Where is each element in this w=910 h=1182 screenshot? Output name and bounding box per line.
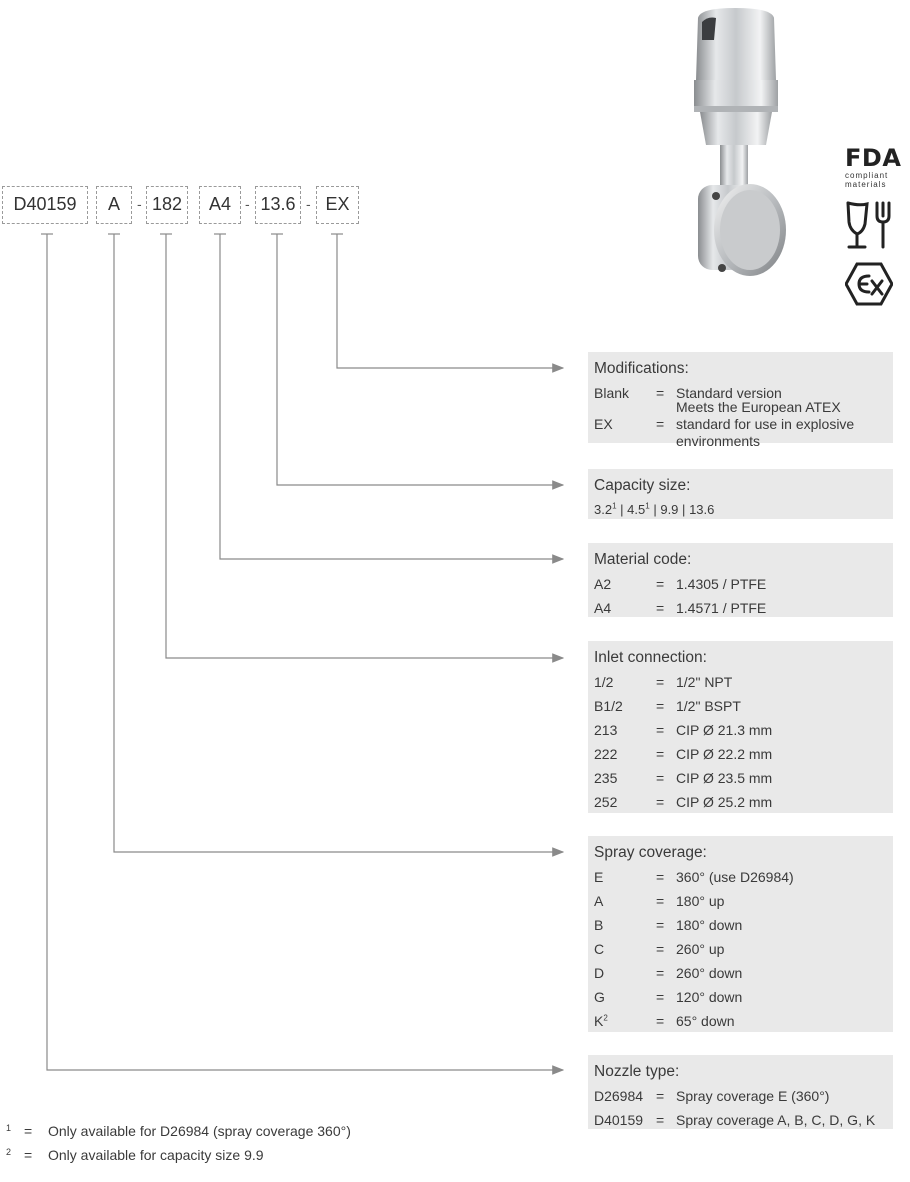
option-description: Meets the European ATEX standard for use in explosive environments <box>676 398 855 449</box>
capacity-title: Capacity size: <box>594 477 691 494</box>
option-code: D40159 <box>594 1112 644 1128</box>
option-description: 65° down <box>676 1013 735 1029</box>
option-code <box>594 869 656 885</box>
option-code <box>594 1013 656 1029</box>
option-code-text: A <box>594 893 604 909</box>
option-code: A2 <box>594 576 612 592</box>
option-code <box>594 893 656 909</box>
list-item <box>594 961 893 985</box>
fda-sub-1: compliant <box>845 171 889 180</box>
equals-sign: = <box>656 385 665 401</box>
nozzle-title: Nozzle type: <box>594 1063 680 1080</box>
list-item <box>594 766 893 790</box>
footnote <box>6 1123 351 1139</box>
equals-sign: = <box>24 1123 33 1139</box>
option-code-text: B <box>594 917 604 933</box>
option-code: 213 <box>594 722 618 738</box>
modifications-panel <box>588 352 893 449</box>
equals-sign: = <box>656 698 665 714</box>
spray-title: Spray coverage: <box>594 844 707 861</box>
option-code: B1/2 <box>594 698 623 714</box>
option-code <box>594 917 656 933</box>
equals-sign: = <box>24 1147 33 1163</box>
footnote-ref: 1 <box>612 501 617 511</box>
option-description: CIP Ø 22.2 mm <box>676 746 773 762</box>
capacity-value: 3.2 <box>594 502 613 517</box>
option-code: 235 <box>594 770 618 786</box>
option-description: 1.4571 / PTFE <box>676 600 767 616</box>
capacity-separator: | <box>620 502 624 517</box>
list-item <box>594 1108 893 1132</box>
option-description: Standard version <box>676 385 782 401</box>
option-code-text: K <box>594 1013 604 1029</box>
code-segment-modification: EX <box>316 186 359 224</box>
food-contact-icon <box>845 200 893 250</box>
list-item <box>594 398 893 449</box>
equals-sign: = <box>656 674 665 690</box>
list-item <box>594 742 893 766</box>
option-code: EX <box>594 416 613 432</box>
option-code: A4 <box>594 600 612 616</box>
list-item <box>594 985 893 1009</box>
spray-coverage-panel <box>588 836 893 1032</box>
material-panel <box>588 543 893 617</box>
nozzle-type-panel <box>588 1055 893 1129</box>
list-item <box>594 889 893 913</box>
atex-ex-icon <box>845 262 893 306</box>
equals-sign: = <box>656 1112 665 1128</box>
list-item <box>594 790 893 814</box>
footnote-number: 1 <box>6 1123 12 1133</box>
material-title: Material code: <box>594 551 692 568</box>
capacity-value: 9.9 <box>660 502 679 517</box>
option-code: 222 <box>594 746 618 762</box>
list-item <box>594 865 893 889</box>
option-code <box>594 989 656 1005</box>
equals-sign: = <box>656 869 665 885</box>
equals-sign: = <box>656 794 665 810</box>
equals-sign: = <box>656 722 665 738</box>
option-description: 260° down <box>676 965 743 981</box>
footnote-ref: 1 <box>645 501 650 511</box>
capacity-value: 4.5 <box>627 502 646 517</box>
option-description: CIP Ø 21.3 mm <box>676 722 773 738</box>
option-code-text: D <box>594 965 605 981</box>
option-description: 180° up <box>676 893 725 909</box>
footnote-text: Only available for D26984 (spray coverage 360°) <box>48 1123 351 1139</box>
option-code <box>594 941 656 957</box>
code-separator: - <box>137 196 142 212</box>
option-description: 260° up <box>676 941 725 957</box>
footnote-number: 2 <box>6 1147 12 1157</box>
tank-cleaning-nozzle-photo <box>680 0 790 290</box>
option-description: Spray coverage E (360°) <box>676 1088 830 1104</box>
option-code: Blank <box>594 385 630 401</box>
footnote-text: Only available for capacity size 9.9 <box>48 1147 264 1163</box>
list-item <box>594 1084 893 1108</box>
option-description: 1.4305 / PTFE <box>676 576 767 592</box>
equals-sign: = <box>656 746 665 762</box>
option-description: 1/2" NPT <box>676 674 733 690</box>
code-segment-spray-coverage: A <box>96 186 132 224</box>
code-separator: - <box>245 196 250 212</box>
footnote <box>6 1147 264 1163</box>
option-code-text: E <box>594 869 604 885</box>
code-segment-inlet: 182 <box>146 186 188 224</box>
option-description: 180° down <box>676 917 743 933</box>
fda-compliant-icon <box>845 144 902 189</box>
list-item <box>594 596 893 620</box>
option-description: 360° (use D26984) <box>676 869 794 885</box>
equals-sign: = <box>656 770 665 786</box>
inlet-connection-panel <box>588 641 893 813</box>
option-code: D26984 <box>594 1088 644 1104</box>
list-item <box>594 694 893 718</box>
equals-sign: = <box>656 941 665 957</box>
equals-sign: = <box>656 989 665 1005</box>
list-item <box>594 913 893 937</box>
option-code: 1/2 <box>594 674 614 690</box>
equals-sign: = <box>656 893 665 909</box>
capacity-separator: | <box>653 502 657 517</box>
equals-sign: = <box>656 917 665 933</box>
code-segment-material: A4 <box>199 186 241 224</box>
code-segment-capacity: 13.6 <box>255 186 301 224</box>
option-description: CIP Ø 23.5 mm <box>676 770 773 786</box>
capacity-panel <box>588 469 893 519</box>
capacity-value: 13.6 <box>689 502 715 517</box>
list-item <box>594 670 893 694</box>
code-separator: - <box>306 196 311 212</box>
fda-sub-2: materials <box>845 180 887 189</box>
fda-label: FDA <box>845 144 902 172</box>
list-item <box>594 572 893 596</box>
equals-sign: = <box>656 576 665 592</box>
capacity-values <box>594 498 893 522</box>
option-code-text: G <box>594 989 605 1005</box>
option-code-text: C <box>594 941 605 957</box>
list-item <box>594 1009 893 1033</box>
inlet-title: Inlet connection: <box>594 649 707 666</box>
option-description: CIP Ø 25.2 mm <box>676 794 773 810</box>
footnote-ref: 2 <box>603 1013 608 1023</box>
equals-sign: = <box>656 965 665 981</box>
option-code <box>594 965 656 981</box>
modifications-title: Modifications: <box>594 360 689 377</box>
option-code: 252 <box>594 794 618 810</box>
equals-sign: = <box>656 1088 665 1104</box>
option-description: Spray coverage A, B, C, D, G, K <box>676 1112 876 1128</box>
equals-sign: = <box>656 1013 665 1029</box>
option-description: 1/2" BSPT <box>676 698 741 714</box>
code-segment-nozzle-type: D40159 <box>2 186 88 224</box>
capacity-separator: | <box>682 502 686 517</box>
equals-sign: = <box>656 600 665 616</box>
list-item <box>594 937 893 961</box>
equals-sign: = <box>656 416 665 432</box>
option-description: 120° down <box>676 989 743 1005</box>
list-item <box>594 718 893 742</box>
